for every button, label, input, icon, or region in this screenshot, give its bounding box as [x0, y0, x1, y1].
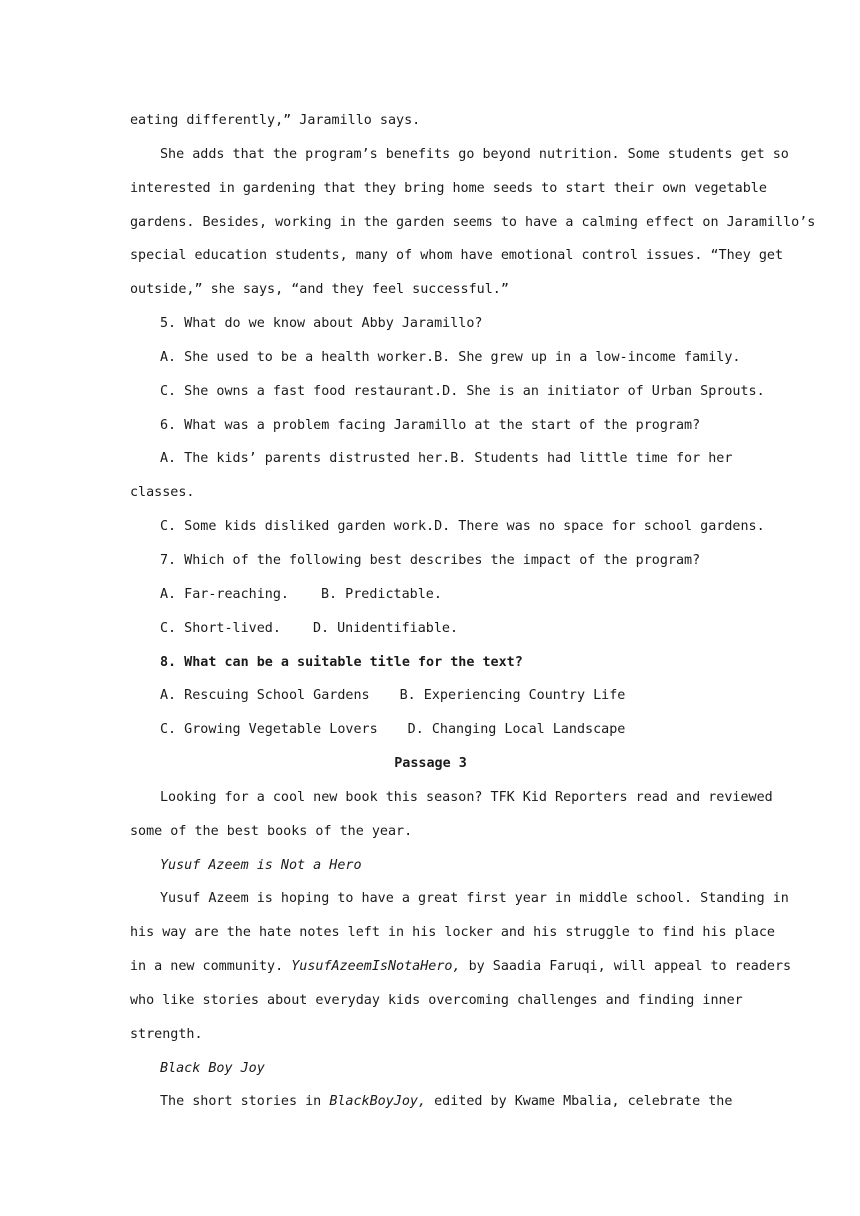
paragraph-line	[130, 957, 792, 991]
paragraph-line: gardens. Besides, working in the garden seems to have a calming effect on Jaramillo’s	[130, 214, 816, 230]
option-a: A. Far-reaching.	[160, 586, 289, 602]
question-6-options-row-1	[130, 449, 731, 483]
paragraph-line: his way are the hate notes left in his locker and his struggle to find his place	[130, 925, 775, 941]
paragraph-line: special education students, many of whom have emotional control issues. “They get	[130, 248, 784, 264]
option-b-continued: classes.	[130, 485, 195, 501]
question-8-stem: 8. What can be a suitable title for the text?	[160, 654, 523, 670]
option-b: B. She grew up in a low-income family.	[434, 349, 741, 365]
option-b: B. Students had little time for her	[450, 451, 733, 467]
book-title-inline: BlackBoyJoy,	[329, 1094, 427, 1110]
option-c: C. Short-lived.	[160, 620, 281, 636]
question-6-options-row-2	[130, 517, 765, 551]
option-d: D. There was no space for school gardens.	[434, 519, 765, 535]
option-d: D. Changing Local Landscape	[407, 722, 626, 738]
option-d: D. She is an initiator of Urban Sprouts.	[442, 383, 765, 399]
option-b: B. Predictable.	[321, 586, 442, 602]
paragraph-line	[130, 1092, 731, 1126]
question-8-options-row-1	[130, 686, 731, 720]
option-c: C. She owns a fast food restaurant.	[160, 383, 443, 399]
paragraph-line: interested in gardening that they bring home seeds to start their own vegetable	[130, 180, 767, 196]
paragraph-line: some of the best books of the year.	[130, 823, 413, 839]
question-7-options-row-2	[130, 619, 731, 653]
question-8-options-row-2	[130, 720, 731, 754]
text-run: by Saadia Faruqi, will appeal to readers	[468, 959, 792, 975]
document-body	[130, 111, 816, 1126]
paragraph-line: Yusuf Azeem is hoping to have a great first year in middle school. Standing in	[160, 891, 789, 907]
text-run: edited by Kwame Mbalia, celebrate the	[434, 1094, 733, 1110]
option-c: C. Some kids disliked garden work.	[160, 519, 435, 535]
paragraph-line: She adds that the program’s benefits go beyond nutrition. Some students get so	[160, 146, 789, 162]
passage-heading: Passage 3	[394, 756, 467, 772]
option-c: C. Growing Vegetable Lovers	[160, 722, 378, 738]
option-b: B. Experiencing Country Life	[399, 688, 626, 704]
paragraph-line: strength.	[130, 1026, 203, 1042]
paragraph-line: eating differently,” Jaramillo says.	[130, 113, 421, 128]
text-run: in a new community.	[130, 959, 284, 975]
option-d: D. Unidentifiable.	[312, 620, 459, 636]
question-5-stem: 5. What do we know about Abby Jaramillo?	[160, 316, 483, 332]
question-5-options-row-2	[130, 382, 765, 416]
paragraph-line: Looking for a cool new book this season? TFK Kid Reporters read and reviewed	[160, 789, 773, 805]
option-a: A. The kids’ parents distrusted her.	[160, 451, 451, 467]
book-title-inline: YusufAzeemIsNotaHero,	[291, 959, 461, 975]
option-a: A. Rescuing School Gardens	[160, 688, 370, 704]
book-title: Yusuf Azeem is Not a Hero	[160, 857, 362, 873]
question-7-options-row-1	[130, 585, 731, 619]
paragraph-line: who like stories about everyday kids overcoming challenges and finding inner	[130, 992, 743, 1008]
question-7-stem: 7. Which of the following best describes the impact of the program?	[160, 552, 701, 568]
question-5-options-row-1	[130, 348, 741, 382]
question-6-stem: 6. What was a problem facing Jaramillo at the start of the program?	[160, 417, 701, 433]
text-run: The short stories in	[160, 1094, 322, 1110]
book-title: Black Boy Joy	[160, 1060, 265, 1076]
option-a: A. She used to be a health worker.	[160, 349, 435, 365]
paragraph-line: outside,” she says, “and they feel successful.”	[130, 282, 509, 298]
